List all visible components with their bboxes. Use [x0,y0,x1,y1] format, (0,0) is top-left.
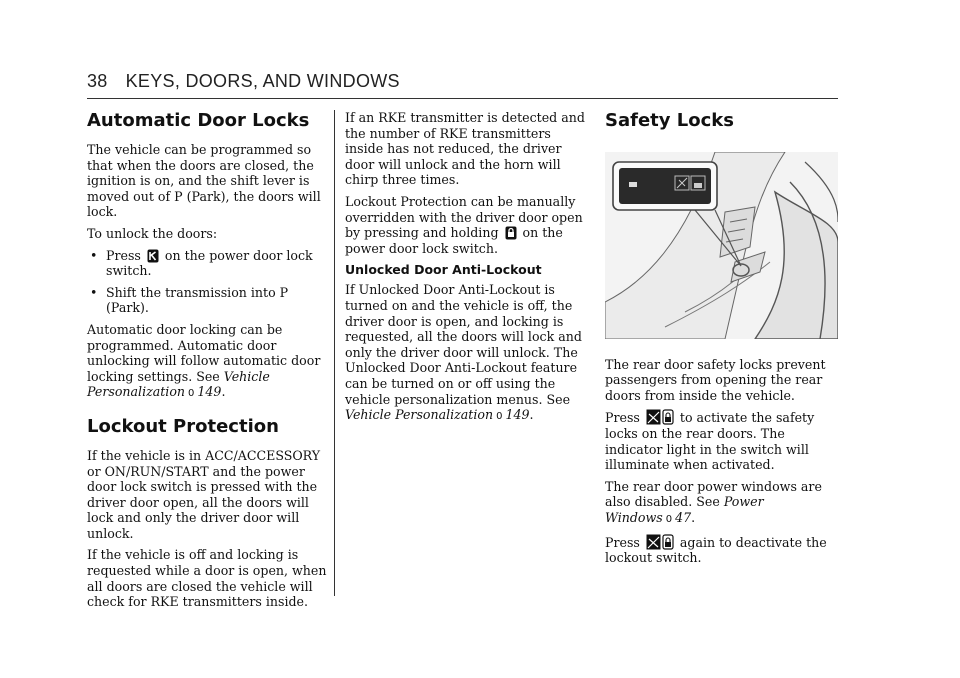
paragraph: If an RKE transmitter is detected and the number of RKE transmitters inside has not reduced, the driver door will unlock and the horn will chirp three times. [345,110,585,188]
page-number: 38 [87,71,108,91]
paragraph: Press to activate the safety locks on the rear doors. The indicator light in the switch will illuminate when activated. [605,410,815,473]
heading-lockout-protection: Lockout Protection [87,415,279,437]
bullet: • [90,284,98,300]
column-right [605,110,838,572]
page-header [87,71,400,92]
column-left [87,110,327,616]
paragraph: Lockout Protection can be manually overridden with the driver door open by pressing and holding on the power door lock switch. [345,193,583,256]
page-ref-arrow-icon: 0 [496,411,503,423]
list-item: • Press on the power door lock switch. [90,247,313,279]
page-ref-arrow-icon: 0 [188,388,195,400]
paragraph: To unlock the doors: [87,225,218,241]
paragraph: The vehicle can be programmed so that when the doors are closed, the ignition is on, and the shift lever is moved out of P (Park), the doors will lock. [87,142,321,220]
page-ref-arrow-icon: 0 [665,513,673,525]
page-ref[interactable]: 149 [197,384,222,400]
paragraph: If Unlocked Door Anti-Lockout is turned on and the vehicle is off, the driver door is open, and locking is requested, all the doors will lock and only the driver door will unlock. The Unlocked Door Anti-Lockout feature can be turned on or off using the vehicle personalization menus. See Vehicle Personalization 0 149. [345,282,582,423]
link-vehicle-personalization[interactable]: Vehicle Personalization [345,407,494,423]
heading-automatic-door-locks: Automatic Door Locks [87,110,310,131]
header-rule [87,98,838,99]
page-ref[interactable]: 149 [505,407,530,423]
paragraph: The rear door power windows are also disabled. See Power Windows 0 47. [605,478,822,525]
list-item: • Shift the transmission into P (Park). [90,284,289,316]
link-power-windows[interactable]: Power Windows [605,494,764,525]
paragraph: If the vehicle is off and locking is requested while a door is open, when all doors are closed the vehicle will check for RKE transmitters inside. [87,547,327,610]
subheading-unlocked-door-anti-lockout: Unlocked Door Anti-Lockout [345,262,542,278]
paragraph: The rear door safety locks prevent passengers from opening the rear doors from inside the vehicle. [605,356,826,403]
lock-key-icon [505,226,517,240]
page-ref[interactable]: 47 [675,509,692,525]
link-vehicle-personalization[interactable]: Vehicle Personalization [87,368,270,400]
window-lockout-icon [646,409,674,425]
heading-safety-locks: Safety Locks [605,110,734,131]
paragraph: Press again to deactivate the lockout switch. [605,534,827,566]
bullet-list [87,248,327,316]
window-lockout-icon [646,534,674,550]
column-divider [334,110,335,596]
bullet: • [90,247,98,263]
paragraph: Automatic door locking can be programmed. Automatic door unlocking will follow automatic door locking settings. See Vehicle Personalization 0 149. [87,321,321,400]
column-middle [345,110,585,431]
section-title: KEYS, DOORS, AND WINDOWS [125,71,400,91]
unlock-key-icon [147,249,159,263]
paragraph: If the vehicle is in ACC/ACCESSORY or ON/RUN/START and the power door lock switch is pressed with the driver door open, all the doors will lock and only the driver door will unlock. [87,447,321,541]
door-switch-illustration [605,152,838,339]
